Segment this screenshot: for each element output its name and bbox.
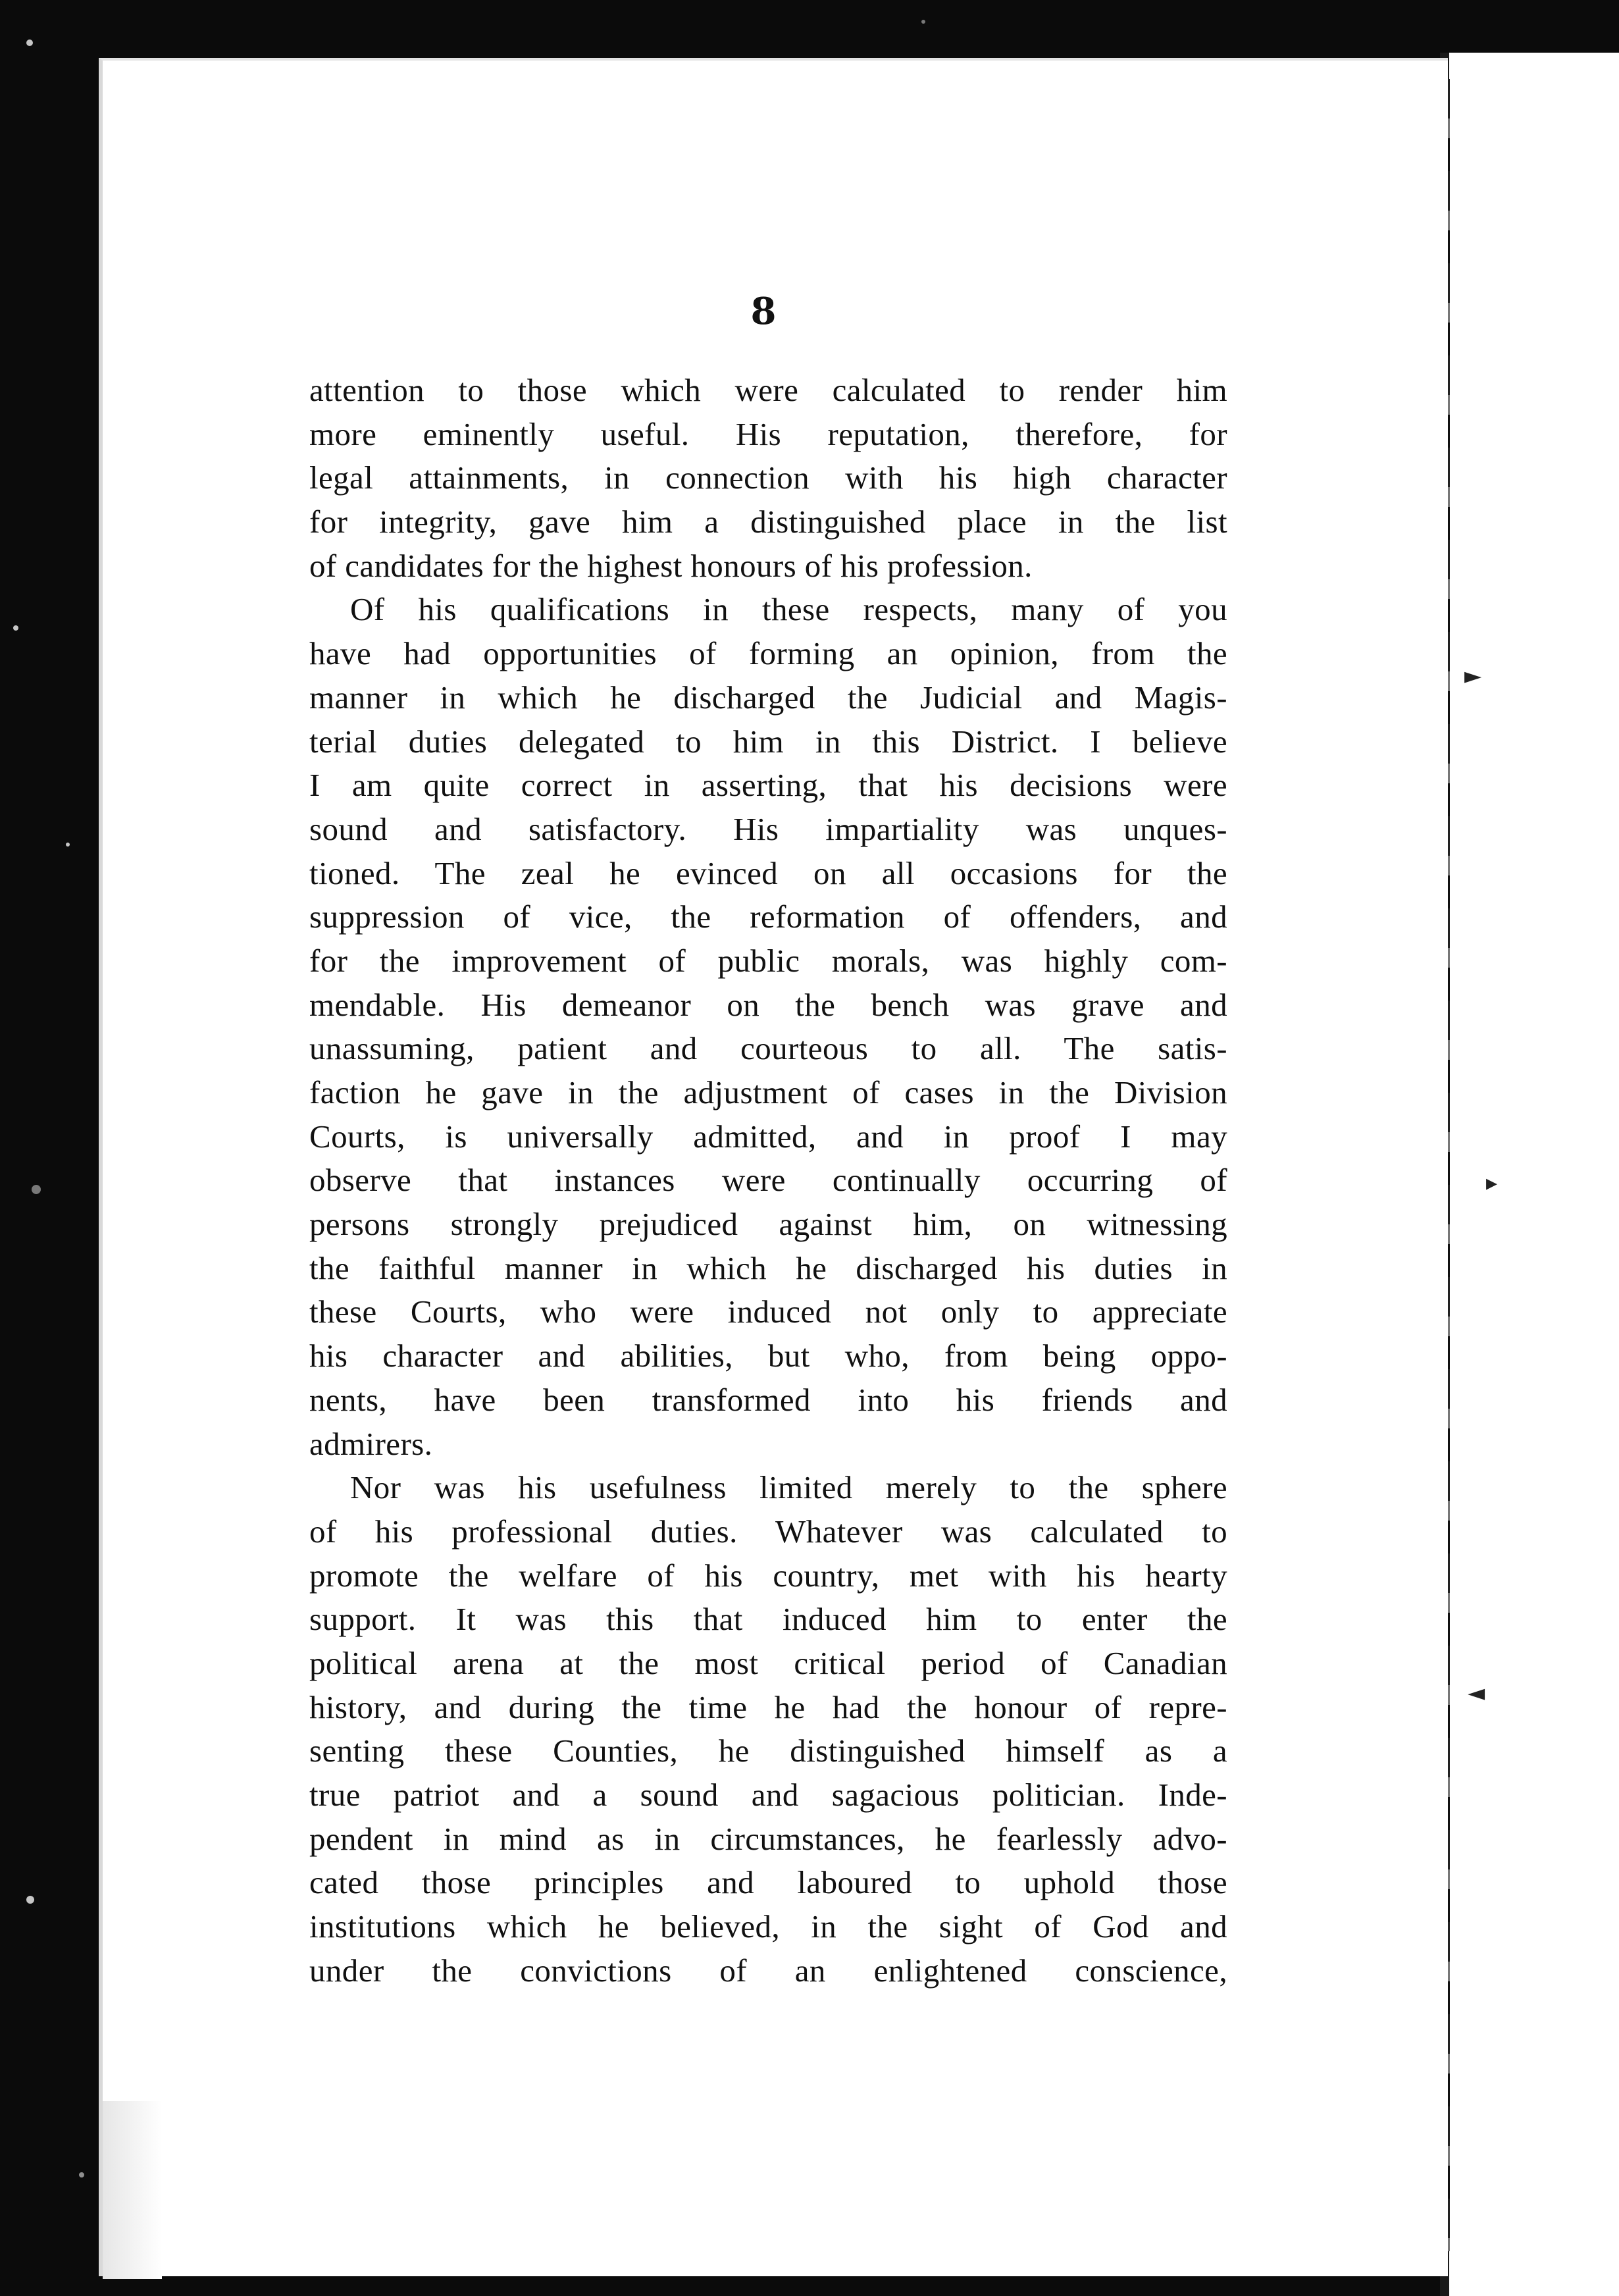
page-number: 8 — [750, 290, 777, 333]
text-line: mendable. His demeanor on the bench was grave and — [309, 986, 1227, 1023]
text-line: of his professional duties. Whatever was calculated to — [309, 1513, 1227, 1550]
page-edge-stain — [103, 2101, 162, 2279]
text-line: promote the welfare of his country, met with his hearty — [309, 1557, 1227, 1594]
adjacent-page-strip — [1448, 53, 1619, 2296]
scan-speck — [79, 2172, 84, 2178]
text-line: of candidates for the highest honours of his profession. — [309, 547, 1033, 584]
text-line: for the improvement of public morals, was highly com- — [309, 942, 1227, 979]
text-line: Of his qualifications in these respects, many of you — [350, 591, 1227, 628]
scan-speck — [66, 843, 70, 847]
text-line: sound and satisfactory. His impartiality was unques- — [309, 810, 1227, 847]
text-line: terial duties delegated to him in this District. I believe — [309, 723, 1227, 760]
text-line: unassuming, patient and courteous to all. The satis- — [309, 1030, 1227, 1067]
text-line: under the convictions of an enlightened conscience, — [309, 1952, 1227, 1989]
text-line: admirers. — [309, 1425, 433, 1462]
scan-speck — [26, 39, 33, 46]
text-line: legal attainments, in connection with his high character — [309, 459, 1227, 496]
text-line: suppression of vice, the reformation of offenders, and — [309, 899, 1227, 935]
text-line: observe that instances were continually occurring of — [309, 1162, 1227, 1199]
text-line: nents, have been transformed into his friends and — [309, 1381, 1227, 1418]
page-body-text — [309, 369, 1227, 1993]
text-line: history, and during the time he had the honour of repre- — [309, 1688, 1227, 1725]
text-line: his character and abilities, but who, from being oppo- — [309, 1338, 1227, 1374]
text-line: I am quite correct in asserting, that his decisions were — [309, 767, 1227, 804]
text-line: pendent in mind as in circumstances, he fearlessly advo- — [309, 1820, 1227, 1857]
text-line: more eminently useful. His reputation, therefore, for — [309, 415, 1227, 452]
binding-mark: ◄ — [1468, 1680, 1485, 1706]
text-line: institutions which he believed, in the sight of God and — [309, 1908, 1227, 1945]
text-line: manner in which he discharged the Judicial and Magis- — [309, 679, 1227, 716]
text-line: these Courts, who were induced not only to appreciate — [309, 1293, 1227, 1330]
text-line: attention to those which were calculated to render him — [309, 372, 1227, 408]
text-line: persons strongly prejudiced against him, on witnessing — [309, 1206, 1227, 1243]
scan-speck — [26, 1896, 34, 1904]
binding-mark: ► — [1464, 663, 1482, 689]
scan-speck — [921, 20, 925, 24]
text-line: Courts, is universally admitted, and in proof I may — [309, 1118, 1227, 1155]
binding-mark: ▸ — [1486, 1170, 1498, 1196]
text-line: have had opportunities of forming an opinion, from the — [309, 635, 1227, 672]
text-line: cated those principles and laboured to uphold those — [309, 1864, 1227, 1901]
text-line: true patriot and a sound and sagacious politician. Inde- — [309, 1777, 1227, 1813]
text-line: faction he gave in the adjustment of cases in the Division — [309, 1074, 1227, 1110]
text-line: Nor was his usefulness limited merely to the sphere — [350, 1469, 1227, 1506]
text-line: support. It was this that induced him to enter the — [309, 1601, 1227, 1638]
scan-speck — [32, 1185, 41, 1194]
text-line: political arena at the most critical period of Canadian — [309, 1644, 1227, 1681]
scan-speck — [13, 625, 18, 631]
text-line: the faithful manner in which he discharged his duties in — [309, 1249, 1227, 1286]
text-line: senting these Counties, he distinguished himself as a — [309, 1733, 1227, 1769]
text-line: for integrity, gave him a distinguished place in the list — [309, 504, 1227, 540]
text-line: tioned. The zeal he evinced on all occasions for the — [309, 854, 1227, 891]
